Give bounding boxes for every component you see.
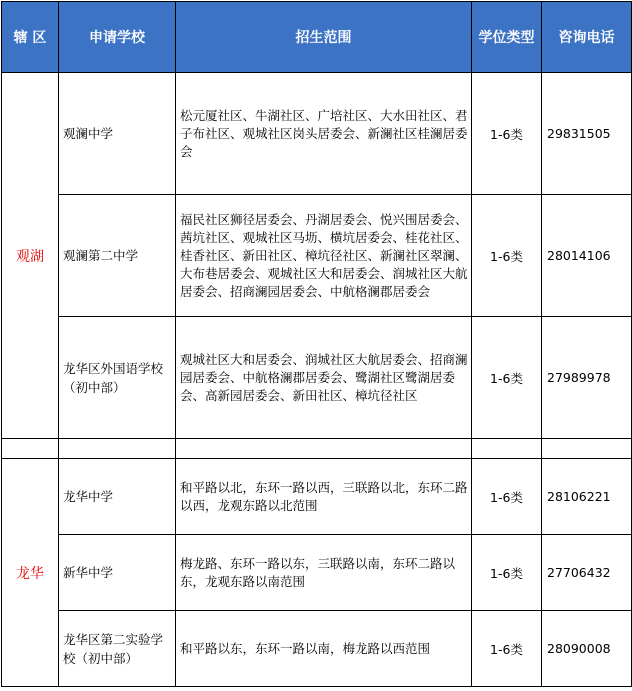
range-cell: 福民社区狮径居委会、丹湖居委会、悦兴围居委会、茜坑社区、观城社区马坜、横坑居委会、桂花社区、桂香社区、新田社区、樟坑径社区、新澜社区翠澜、大布巷居委会、观城社区大和居委会、润城社区大航居委会、招商澜园居委会、中航格澜郡居委会 xyxy=(176,195,472,317)
school-cell: 龙华区外国语学校（初中部） xyxy=(59,317,176,439)
separator-cell xyxy=(2,439,59,459)
separator-row xyxy=(2,439,632,459)
table-row xyxy=(2,317,632,439)
phone-cell: 28106221 xyxy=(542,459,632,535)
range-cell: 梅龙路、东环一路以东，三联路以南，东环二路以东，龙观东路以南范围 xyxy=(176,535,472,611)
type-cell: 1-6类 xyxy=(472,317,542,439)
phone-cell: 27989978 xyxy=(542,317,632,439)
district-cell: 龙华 xyxy=(2,459,59,687)
phone-cell: 28014106 xyxy=(542,195,632,317)
phone-cell: 28090008 xyxy=(542,611,632,687)
table-row xyxy=(2,195,632,317)
admission-table xyxy=(1,1,632,687)
header-school: 申请学校 xyxy=(59,2,176,73)
separator-cell xyxy=(59,439,176,459)
type-cell: 1-6类 xyxy=(472,611,542,687)
separator-cell xyxy=(472,439,542,459)
header-type: 学位类型 xyxy=(472,2,542,73)
header-row xyxy=(2,2,632,73)
type-cell: 1-6类 xyxy=(472,459,542,535)
range-cell: 观城社区大和居委会、润城社区大航居委会、招商澜园居委会、中航格澜郡居委会、鹭湖社区鹭湖居委会、高新园居委会、新田社区、樟坑径社区 xyxy=(176,317,472,439)
school-cell: 龙华中学 xyxy=(59,459,176,535)
header-phone: 咨询电话 xyxy=(542,2,632,73)
phone-cell: 27706432 xyxy=(542,535,632,611)
header-district: 辖 区 xyxy=(2,2,59,73)
range-cell: 和平路以北，东环一路以西，三联路以北，东环二路以西，龙观东路以北范围 xyxy=(176,459,472,535)
header-range: 招生范围 xyxy=(176,2,472,73)
type-cell: 1-6类 xyxy=(472,535,542,611)
type-cell: 1-6类 xyxy=(472,73,542,195)
separator-cell xyxy=(542,439,632,459)
school-cell: 新华中学 xyxy=(59,535,176,611)
table-row xyxy=(2,611,632,687)
range-cell: 和平路以东，东环一路以南，梅龙路以西范围 xyxy=(176,611,472,687)
district-cell: 观湖 xyxy=(2,73,59,439)
type-cell: 1-6类 xyxy=(472,195,542,317)
range-cell: 松元厦社区、牛湖社区、广培社区、大水田社区、君子布社区、观城社区岗头居委会、新澜社区桂澜居委会 xyxy=(176,73,472,195)
school-cell: 观澜中学 xyxy=(59,73,176,195)
separator-cell xyxy=(176,439,472,459)
table-row xyxy=(2,73,632,195)
school-cell: 观澜第二中学 xyxy=(59,195,176,317)
table-row xyxy=(2,459,632,535)
school-cell: 龙华区第二实验学校（初中部） xyxy=(59,611,176,687)
table-row xyxy=(2,535,632,611)
phone-cell: 29831505 xyxy=(542,73,632,195)
